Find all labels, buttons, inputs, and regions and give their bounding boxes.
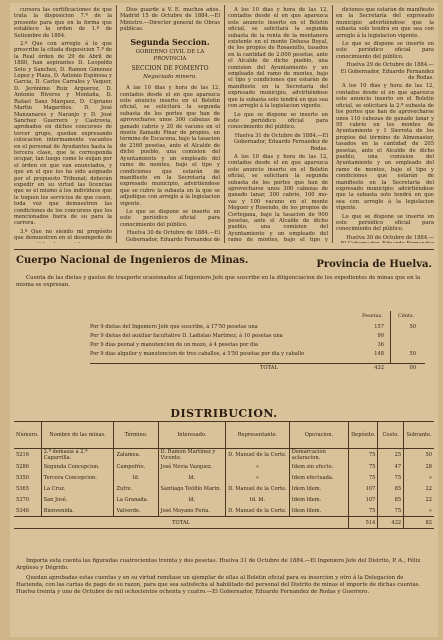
paragraph: Lo que se dispone se inserte en este periódico oficial para conocimiento del público.	[336, 213, 434, 233]
announcement-columns	[10, 3, 438, 248]
section-divider	[14, 249, 434, 250]
gastos-row: Por 9 dias peonal y manutencion de un mozo, á 4 pesetas por dia 36	[90, 342, 384, 348]
table-row: 5216 2.ª demasía á 2.ª Caparrilla. Zalamea. D. Ramon Martinez y Vicente. D. Manuel de la Corte. Demarcacion aclaracion. 75 25 50	[16, 449, 432, 461]
gastos-row: Por 9 dietas del Ingeniero Jefe que suscribe, á 17'50 pesetas una 157 50	[90, 324, 416, 330]
paragraph: Lo que se dispone se inserte en este periódico oficial para conocimiento del público.	[336, 41, 434, 60]
paragraph: diciones que estarán de manifiesto en la Secretaría del expresado municipio advirtiéndose que la subasta solo tendrá en que sea con arreglo á la legislacion vigente.	[336, 7, 434, 39]
col-header: Costo.	[378, 422, 404, 449]
gastos-total-row: TOTAL 432 00	[90, 363, 425, 373]
cuerpo-title: Cuerpo Nacional de Ingenieros de Minas.	[16, 255, 249, 266]
signature: Huelva 29 de Octubre de 1884.—El Gobernador, Eduardo Fernandez de Rodas.	[340, 62, 434, 82]
signature: Huelva 30 de Octubre de 1884.—El Gobernador, Eduardo Fernandez de	[125, 230, 220, 243]
footnote-importe: Importa esta cuenta las figuradas cuatrocientas treinta y dos pesetas. Huelva 31 de Octubre de 1884.—El Ingeniero Jefe del Distrito, P. A., Félix Argüeso y Dégrido.	[16, 558, 421, 571]
section-title: Segunda Seccion.	[130, 36, 210, 47]
col-header: Representante.	[226, 422, 290, 449]
column-3	[228, 7, 328, 243]
table-row: 5370 San José. La Granada. Id. Id. Id. Idem Idem. 107 85 22	[14, 494, 434, 505]
paragraph: Dios guarde á V. E. muchos años. Madrid 15 de Octubre de 1884.—El Ministro.—Director general de Obras públicas.	[120, 7, 220, 33]
paragraph: 2.º Que con arreglo á lo que prescribe la citada disposicion 7.ª de la Real órden de 29 de Abril de 1880, han aspirantes D. Leopoldo Soto y Sanchez, D. Ramon Gimenez Lopez y Plaza, D. Antonio Espinosa y Garcia, D. Carlos Carrales y Vaquer, D. Jerónimo Ruiz Argueroz, D. Antonio Riveros y Montaña, D. Rafael Sanz Marquez, D. Cipriano Martin Magariños, D. José Manzanares y Naranjo y D. José Sanchez Guerrero y Castrovia, aprobados en dichos concursos de tercer grupo, quedan expresando colocacion interinamente vacantes en el personal de Ayudantes hasta la tercera clase, que le corresponda ocupar, tan luego como lo exijan por el órden en que van enunciados, y que en el que los ha sido asignado por el propuesto Tribunal; deberán expedir en su virtud las licencias que se el mismo á los individuos que le toquen los servicios de que cesen, toda vez que demuestren las condiciones de los concursos que los mencionados fuera de su para la carrera.	[14, 41, 112, 227]
col-header: Término.	[114, 422, 158, 449]
distribucion-table	[14, 421, 434, 529]
document-page	[10, 3, 438, 637]
provincia-title: Provincia de Huelva.	[316, 259, 432, 270]
paragraph: A los 10 dias y hora de las 12, contados desde el en que aparezca este anuncio inserto en el Boletin oficial, se solicitará la segunda subasta de los portes que han de aprovecharse unos 300 cabezas de ganado lanar, 300 cabrío, 100 mo- vas y 100 vacuno en el monte Moguer y Rosendo, de los propios de Cortegana, bajo la tasacion de 900 pesetas, ante el Alcalde de dicho pueblo, una comision del Ayuntamiento y un empleado del ramo de montes, bajo el tipo y	[228, 153, 328, 243]
column-1	[14, 7, 112, 243]
col-header: Sobrante.	[404, 422, 434, 449]
section-negociado: Negociado minero.	[143, 74, 197, 81]
table-row: 5350 Tercera Concepcion. Id. Id. » Idem efectuada. 75 75 »	[14, 472, 434, 483]
paragraph: Lo que se dispone se inserte en este periódico oficial para conocimiento del público.	[228, 111, 328, 131]
gastos-row: Por 9 dietas del auxiliar facultativo D. Ladislao Martinez, á 10 pesetas una 90	[90, 333, 384, 339]
col-header: Nombre de las minas.	[41, 422, 114, 449]
gastos-table	[90, 323, 425, 373]
gastos-head-cents: Cénts.	[398, 313, 415, 319]
column-divider	[224, 5, 225, 243]
signature: Huelva 30 de Octubre de 1884.—	[346, 234, 434, 241]
paragraph: A los 10 dias y hora de las 12, contados desde el en que aparezca este anuncio inserto en el Boletin oficial, se solicitará la 2.ª subasta de los portes que han de aprovecharse unos 110 cabezas de ganado lanar y 95 cabrío en los montes de Ayuntamiento y 1 Sierreta de los propios del término de Almonaster, tasados en la cantidad de 205 pesetas, ante el Alcalde de dicho pueblo, una comision del Ayuntamiento y un empleado del ramo de montes, bajo el tipo y condiciones que estarán de manifiesto en la Secretaria del expresado municipio; advirtiéndose que la subasta solo tendrá en que sea con arreglo á la legislacion vigente.	[336, 83, 434, 212]
col-header: Interesado.	[158, 422, 226, 449]
gastos-row: Por 9 dias alquiler y manutencion de tres caballos, á 5'50 pesetas por dia y caballo 148 50	[90, 351, 416, 357]
section-subtitle: GOBIERNO CIVIL DE LA PROVINCIA	[135, 48, 205, 62]
table-row: 5346 Bienvenida. Valverde. José Moyano Fería. D. Manuel de la Corte. Idem Idem. 75 75 »	[14, 505, 434, 517]
column-2	[120, 7, 220, 243]
column-divider	[332, 5, 333, 243]
col-header: Número.	[14, 422, 41, 449]
distribucion-title: DISTRIBUCION.	[170, 407, 278, 420]
intro-text: Cuenta de las dietas y gastos de trasporte ocasionados al Ingeniero Jefe que suscribe en la diligenciacion de los expedientes de minas que en la misma se expresan.	[16, 275, 421, 288]
footnote-aprobacion: Quedan aprobadas estas cuentas y en su virtud remítase un ejemplar de ellas al Boletin oficial para su insercion y otro á la Delegacion de Hacienda, con las cartas de pago de su razon, para que sea satisfecha al habilitado del personal del Distrito de minas el importe de dichas cuentas. Huelva treinta y uno de Octubre de mil ochocientos ochenta y cuatro.—El Gobernador, Eduardo Fernandez de Rodas y Guerrero.	[16, 575, 421, 595]
column-4	[336, 7, 434, 243]
paragraph: Lo que se dispone se inserte en este periódico oficial para conocimiento del público.	[120, 208, 220, 228]
signature: Huelva 31 de Octubre de 1884.—El Gobernador, Eduardo Fernandez de Rodas.	[233, 132, 328, 152]
gastos-head-pesetas: Pesetas.	[362, 313, 383, 319]
paragraph: A las 10 dias y hora de las 12, contados desde el en que aparezca este anuncio inserto en el Boletin oficial, se solicitará la segunda subasta de los portes que han de aprovecharse unos 300 cabezas de ganado cabrío y 20 de vacuno en el monte llamado Pinar de propios, en término de Escacena, bajo la tasacion de 2160 pesetas, ante el Alcalde de dicho pueblo, una comision del Ayuntamiento y un empleado del ramo de montes, bajo el tipo y condiciones que estarán de manifiesto en la Secretaria del expresado municipio, advirtiéndose que se cubre la subasta en la que se adjudique con arreglo á la legislacion vigente.	[120, 85, 220, 207]
col-header: Depósito.	[349, 422, 378, 449]
col-header: Operacion.	[289, 422, 348, 449]
paragraph: A los 10 dias y hora de las 12, contados desde el en que aparezca este anuncio inserto en el Boletin oficial, se solicitará la segunda subasta de la renta de la montanera existente en el monte Dehesa Boyal, de los propios de Rosaenillo, tasados en la cantidad de 2.000 pesetas, ante el Alcalde de dicho pueblo, una comision del Ayuntamiento y un empleado del ramo de montes, bajo el tipo y condiciones que estarán de manifiesto en la Secretaría del expresado municipio, advirtiéndose que la subasta solo tendrá en que sea con arreglo á la legislacion vigente.	[228, 7, 328, 110]
paragraph: cursora las certificaciones de que trata la disposicion 7.ª de la presente para que en la forma que establece la orden de 1.º de Setiembre de 1884.	[14, 7, 112, 39]
table-row: 5365 La Cruz. Zufre. Santiago Teófilo Marin. D. Manuel de la Corte. Idem Idem. 107 85 22	[14, 483, 434, 494]
table-total-row: TOTAL 514 432 82	[14, 517, 434, 529]
column-divider	[116, 5, 117, 243]
section-heading: SECCION DE FOMENTO	[131, 64, 209, 72]
table-row: 5286 Segunda Concepcion. Campofrío. José Nevia Vazquez. » Idem sin efecto. 75 47 28	[14, 461, 434, 472]
paragraph: 3.º Que no siendo mi propósito que demuestren en el desempeño de	[14, 228, 112, 242]
